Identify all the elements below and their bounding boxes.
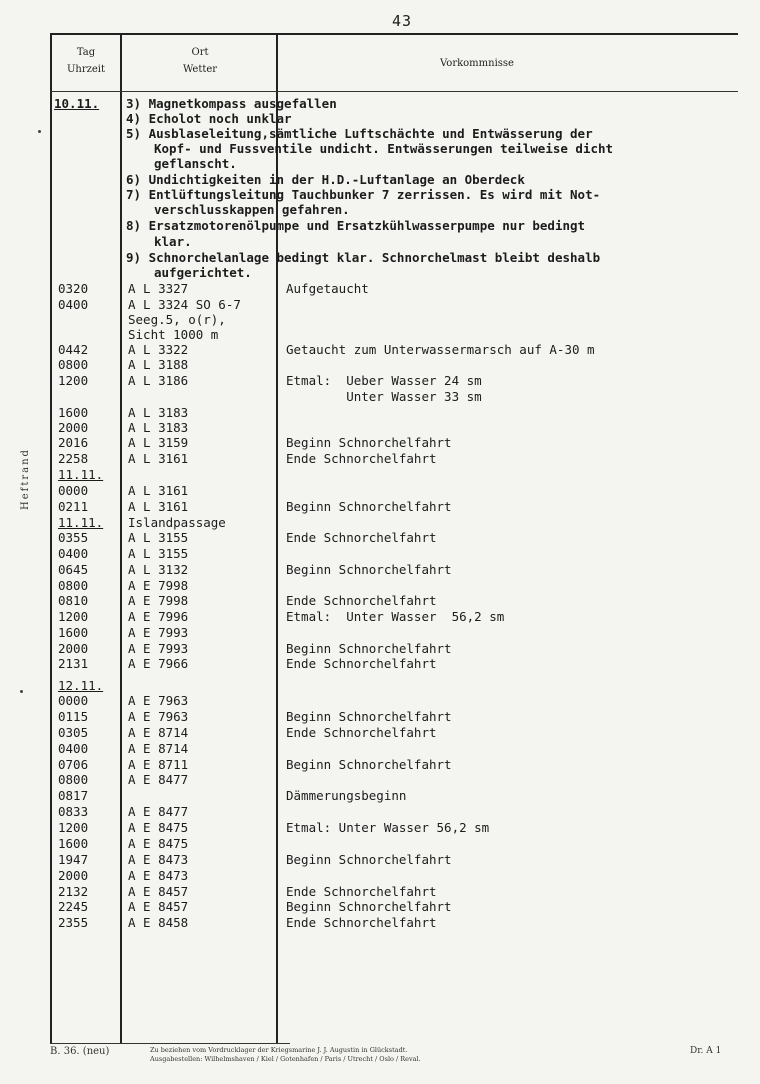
log-position: A E 7993 — [128, 641, 189, 656]
log-time: 0355 — [58, 530, 89, 545]
log-time: 0442 — [58, 342, 89, 357]
numbered-item-line: Kopf- und Fussventile undicht. Entwässerungen teilweise dicht — [154, 141, 614, 156]
log-entry-row — [0, 868, 760, 883]
log-time: 2000 — [58, 868, 89, 883]
footer-form-number: B. 36. (neu) — [50, 1046, 110, 1057]
numbered-item-line: verschlusskappen gefahren. — [154, 202, 350, 217]
first-date: 10.11. — [54, 96, 100, 111]
log-note: Etmal: Ueber Wasser 24 sm — [286, 373, 482, 388]
numbered-item-line: 4) Echolot noch unklar — [126, 111, 292, 126]
log-note: Ende Schnorchelfahrt — [286, 451, 437, 466]
log-position: A E 7963 — [128, 709, 189, 724]
numbered-item-line: 8) Ersatzmotorenölpumpe und Ersatzkühlwasserpumpe nur bedingt — [126, 218, 586, 233]
log-note: Ende Schnorchelfahrt — [286, 656, 437, 671]
log-entry-row — [0, 804, 760, 819]
log-entry-row — [0, 312, 760, 327]
date-row — [0, 515, 760, 530]
log-entry-row — [0, 625, 760, 640]
log-time: 2245 — [58, 899, 89, 914]
log-note: Aufgetaucht — [286, 281, 369, 296]
log-position: A E 8473 — [128, 868, 189, 883]
log-date: 11.11. — [58, 467, 104, 482]
log-note: Beginn Schnorchelfahrt — [286, 899, 452, 914]
log-time: 1600 — [58, 405, 89, 420]
log-position: A E 7966 — [128, 656, 189, 671]
log-entry-row — [0, 788, 760, 803]
log-entry-row — [0, 373, 760, 388]
log-entry-row — [0, 741, 760, 756]
log-entry-row — [0, 578, 760, 593]
log-time: 2000 — [58, 641, 89, 656]
log-position: A L 3186 — [128, 373, 189, 388]
log-note: Beginn Schnorchelfahrt — [286, 435, 452, 450]
footer-print-line-2: Ausgabestellen: Wilhelmshaven / Kiel / Gotenhafen / Paris / Utrecht / Oslo / Reval. — [150, 1055, 421, 1063]
log-time: 0000 — [58, 693, 89, 708]
log-position: A E 8711 — [128, 757, 189, 772]
log-time: 0645 — [58, 562, 89, 577]
log-time: 0000 — [58, 483, 89, 498]
log-note: Ende Schnorchelfahrt — [286, 915, 437, 930]
log-time: 1200 — [58, 820, 89, 835]
footer-print-line-1: Zu beziehen vom Vordrucklager der Kriegsmarine J. J. Augustin in Glückstadt. — [150, 1046, 408, 1054]
log-note: Etmal: Unter Wasser 56,2 sm — [286, 820, 490, 835]
log-entry-row — [0, 546, 760, 561]
log-position: A E 7993 — [128, 625, 189, 640]
log-time: 0833 — [58, 804, 89, 819]
log-entry-row — [0, 693, 760, 708]
log-time: 0320 — [58, 281, 89, 296]
log-position: A L 3132 — [128, 562, 189, 577]
header-ort: Ort — [191, 47, 209, 58]
log-time: 0305 — [58, 725, 89, 740]
log-entry-row — [0, 915, 760, 930]
log-position: A L 3183 — [128, 405, 189, 420]
log-entry-row — [0, 656, 760, 671]
numbered-item-line: 3) Magnetkompass ausgefallen — [126, 96, 337, 111]
header-wetter: Wetter — [182, 64, 218, 75]
log-entry-row — [0, 852, 760, 867]
log-position: A E 8457 — [128, 899, 189, 914]
log-position: A E 8457 — [128, 884, 189, 899]
log-position: A L 3161 — [128, 499, 189, 514]
log-position: Sicht 1000 m — [128, 327, 219, 342]
log-position: A L 3327 — [128, 281, 189, 296]
log-entry-row — [0, 357, 760, 372]
log-position: A L 3324 SO 6-7 — [128, 297, 241, 312]
log-entry-row — [0, 709, 760, 724]
numbered-item-line: geflanscht. — [154, 156, 237, 171]
footer-code: Dr. A 1 — [690, 1046, 722, 1056]
log-date: 12.11. — [58, 678, 104, 693]
log-position: A E 7963 — [128, 693, 189, 708]
log-time: 0800 — [58, 578, 89, 593]
log-entry-row — [0, 405, 760, 420]
log-time: 2258 — [58, 451, 89, 466]
log-time: 0400 — [58, 297, 89, 312]
numbered-item-line: 9) Schnorchelanlage bedingt klar. Schnorchelmast bleibt deshalb — [126, 250, 601, 265]
header-tag: Tag — [76, 47, 96, 58]
numbered-item-line: aufgerichtet. — [154, 265, 252, 280]
log-time: 2355 — [58, 915, 89, 930]
log-position: A E 7996 — [128, 609, 189, 624]
log-time: 0800 — [58, 357, 89, 372]
log-entry-row — [0, 327, 760, 342]
log-entry-row — [0, 451, 760, 466]
log-entry-row — [0, 342, 760, 357]
log-time: 0800 — [58, 772, 89, 787]
log-time: 1200 — [58, 373, 89, 388]
log-time: 1200 — [58, 609, 89, 624]
log-entry-row — [0, 757, 760, 772]
log-time: 0706 — [58, 757, 89, 772]
log-entry-row — [0, 281, 760, 296]
log-time: 0115 — [58, 709, 89, 724]
numbered-item-line: klar. — [154, 234, 192, 249]
log-entry-row — [0, 725, 760, 740]
date-row — [0, 467, 760, 482]
log-entry-row — [0, 499, 760, 514]
log-note: Beginn Schnorchelfahrt — [286, 852, 452, 867]
log-position: A L 3155 — [128, 530, 189, 545]
log-entry-row — [0, 836, 760, 851]
log-entry-row — [0, 884, 760, 899]
log-note: Ende Schnorchelfahrt — [286, 593, 437, 608]
log-time: 0400 — [58, 741, 89, 756]
log-position: A L 3161 — [128, 451, 189, 466]
log-position: A E 8475 — [128, 820, 189, 835]
log-position: A L 3188 — [128, 357, 189, 372]
log-position: A E 8477 — [128, 804, 189, 819]
log-entry-row — [0, 772, 760, 787]
date-row — [0, 678, 760, 693]
header-uhrzeit: Uhrzeit — [66, 64, 106, 75]
numbered-item-line: 7) Entlüftungsleitung Tauchbunker 7 zerrissen. Es wird mit Not- — [126, 187, 601, 202]
log-position: A E 7998 — [128, 578, 189, 593]
log-entry-row — [0, 297, 760, 312]
log-entry-row — [0, 593, 760, 608]
log-note: Ende Schnorchelfahrt — [286, 725, 437, 740]
top-rule — [50, 33, 738, 35]
log-entry-row — [0, 899, 760, 914]
log-entry-row — [0, 641, 760, 656]
log-position: A E 8477 — [128, 772, 189, 787]
log-time: 0211 — [58, 499, 89, 514]
log-time: 2016 — [58, 435, 89, 450]
log-time: 0810 — [58, 593, 89, 608]
log-entry-row — [0, 820, 760, 835]
page-number: 43 — [392, 12, 413, 30]
log-note: Etmal: Unter Wasser 56,2 sm — [286, 609, 505, 624]
log-position: A E 8714 — [128, 741, 189, 756]
log-entry-row — [0, 389, 760, 404]
log-entry-row — [0, 609, 760, 624]
log-position: A E 8458 — [128, 915, 189, 930]
log-position: A L 3161 — [128, 483, 189, 498]
log-time: 2131 — [58, 656, 89, 671]
log-note: Getaucht zum Unterwassermarsch auf A-30 m — [286, 342, 595, 357]
log-time: 2000 — [58, 420, 89, 435]
log-date: 11.11. — [58, 515, 104, 530]
log-position: A E 8473 — [128, 852, 189, 867]
log-note: Beginn Schnorchelfahrt — [286, 709, 452, 724]
log-position: A E 8475 — [128, 836, 189, 851]
log-time: 0817 — [58, 788, 89, 803]
log-note: Unter Wasser 33 sm — [286, 389, 482, 404]
log-entry-row — [0, 483, 760, 498]
log-note: Beginn Schnorchelfahrt — [286, 757, 452, 772]
log-position: A E 8714 — [128, 725, 189, 740]
bottom-rule — [50, 1043, 290, 1044]
log-position: Islandpassage — [128, 515, 226, 530]
log-note: Beginn Schnorchelfahrt — [286, 641, 452, 656]
log-entry-row — [0, 530, 760, 545]
stray-mark — [20, 690, 23, 693]
numbered-item-line: 6) Undichtigkeiten in der H.D.-Luftanlage an Oberdeck — [126, 172, 525, 187]
log-position: A L 3159 — [128, 435, 189, 450]
log-position: A L 3322 — [128, 342, 189, 357]
log-position: A E 7998 — [128, 593, 189, 608]
header-vorkommnisse: Vorkommnisse — [440, 58, 514, 69]
log-entry-row — [0, 435, 760, 450]
stray-mark — [38, 130, 41, 133]
log-time: 0400 — [58, 546, 89, 561]
header-ort-wetter — [130, 44, 270, 78]
header-tag-uhrzeit — [56, 44, 116, 78]
log-position: A L 3183 — [128, 420, 189, 435]
heftrand-text: Heftrand — [20, 448, 31, 510]
log-note: Ende Schnorchelfahrt — [286, 530, 437, 545]
log-note: Ende Schnorchelfahrt — [286, 884, 437, 899]
log-note: Beginn Schnorchelfahrt — [286, 562, 452, 577]
log-time: 2132 — [58, 884, 89, 899]
header-rule — [50, 91, 738, 92]
log-time: 1947 — [58, 852, 89, 867]
log-time: 1600 — [58, 836, 89, 851]
footer-print-note — [150, 1046, 570, 1064]
log-position: A L 3155 — [128, 546, 189, 561]
log-position: Seeg.5, o(r), — [128, 312, 226, 327]
log-entry-row — [0, 562, 760, 577]
log-time: 1600 — [58, 625, 89, 640]
log-note: Dämmerungsbeginn — [286, 788, 407, 803]
log-entry-row — [0, 420, 760, 435]
numbered-item-line: 5) Ausblaseleitung,sämtliche Luftschächte und Entwässerung der — [126, 126, 593, 141]
log-note: Beginn Schnorchelfahrt — [286, 499, 452, 514]
